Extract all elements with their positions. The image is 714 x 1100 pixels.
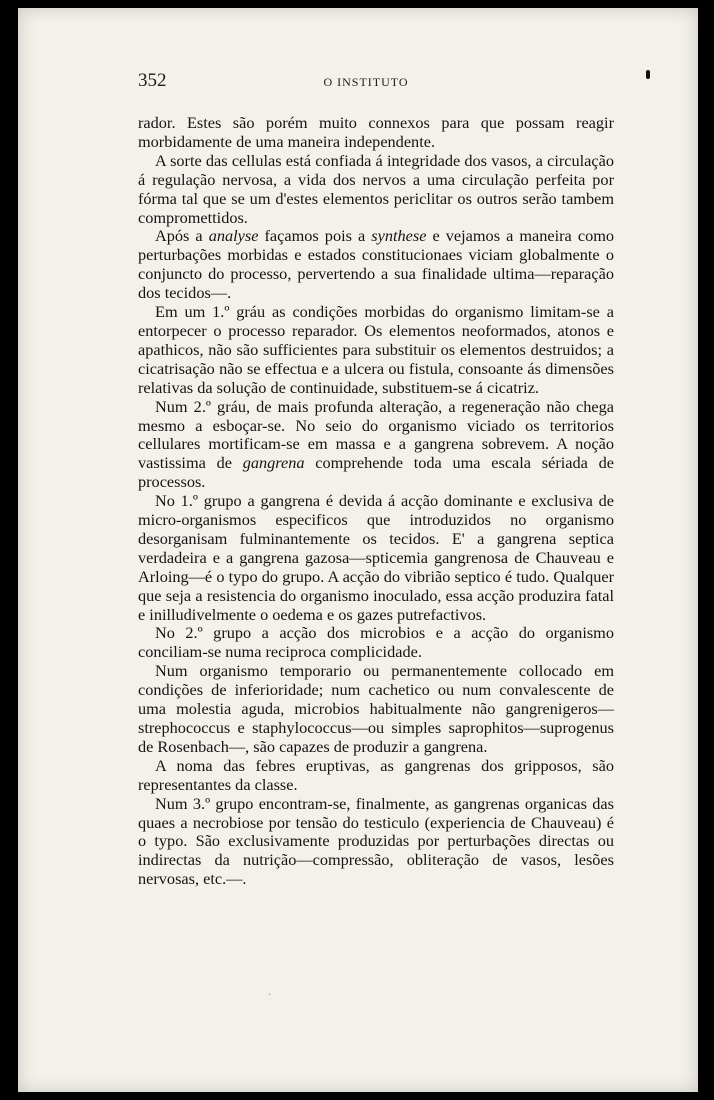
ink-mark <box>646 70 650 79</box>
running-title: O INSTITUTO <box>323 75 409 89</box>
paragraph-9 <box>138 757 614 795</box>
text-run: Em um 1.º gráu as condições morbidas do organismo limitam-se a entorpecer o processo reparador. Os elementos neoformados, atonos e apathicos, não são sufficientes para substituir os elementos destruidos; a cicatrisação não se effectua e a ulcera ou fistula, consoante ás dimensões relativas da solução de continuidade, substituem-se á cicatriz. <box>138 302 614 397</box>
paper-speck: · <box>268 990 272 1001</box>
text-run: A noma das febres eruptivas, as gangrenas dos gripposos, são representantes da classe. <box>138 755 614 794</box>
body-text <box>138 114 614 889</box>
italic-term: synthese <box>371 226 427 246</box>
text-run: No 2.º grupo a acção dos microbios e a acção do organismo conciliam-se numa reciproca complicidade. <box>138 623 614 662</box>
text-run: A sorte das cellulas está confiada á integridade dos vasos, a circulação á regulação nervosa, a vida dos nervos a uma circulação perfeita por fórma tal que se um d'estes elementos periclitar os outros serão tambem compromettidos. <box>138 150 614 227</box>
page-header <box>138 70 594 96</box>
text-run: e vejamos a maneira como perturbações morbidas e estados constitucionaes viciam globalmente o conjuncto do processo, pervertendo a sua finalidade ultima—reparação dos tecidos—. <box>138 226 615 303</box>
text-run: Num organismo temporario ou permanentemente collocado em condições de inferioridade; num cachetico ou num convalescente de uma molestia aguda, microbios habitualmente não gangrenigeros—strephococcus e staphylococcus—ou simples saprophitos—suprogenus de Rosenbach—, são capazes de produzir a gangrena. <box>138 661 614 756</box>
page-number: 352 <box>138 70 167 91</box>
paragraph-1 <box>138 114 614 152</box>
paragraph-8 <box>138 662 614 757</box>
italic-term: analyse <box>208 226 259 246</box>
paragraph-3 <box>138 227 614 303</box>
text-run: rador. Estes são porém muito connexos para que possam reagir morbidamente de uma maneira independente. <box>138 113 614 151</box>
text-run: façamos pois a <box>258 226 372 246</box>
text-run: comprehende toda uma escala sériada de processos. <box>138 453 614 492</box>
paragraph-4 <box>138 303 614 398</box>
text-run: Num 3.º grupo encontram-se, finalmente, as gangrenas organicas das quaes a necrobiose por tensão do testiculo (experiencia de Chauveau) é o typo. São exclusivamente produzidas por perturbações directas ou indirectas da nutrição—compressão, obliteração de vasos, lesões nervosas, etc.—. <box>138 793 614 889</box>
paragraph-7 <box>138 624 614 662</box>
paragraph-5 <box>138 398 614 493</box>
text-run: Num 2.º gráu, de mais profunda alteração, a regeneração não chega mesmo a esboçar-se. No seio do organismo viciado os territorios cellulares mortificam-se em massa e a gangrena sobrevem. A noção vastissima de <box>138 396 614 473</box>
italic-term: gangrena <box>242 453 305 473</box>
text-run: No 1.º grupo a gangrena é devida á acção dominante e exclusiva de micro-organismos especificos que introduzidos no organismo desorganisam fulminantemente os tecidos. E' a gangrena septica verdadeira e a gangrena gazosa—spticemia gangrenosa de Chauveau e Arloing—é o typo do grupo. A acção do vibrião septico é tudo. Qualquer que seja a resistencia do organismo inoculado, essa acção produzira fatal e inilludivelmente o oedema e os gazes putrefactivos. <box>138 491 614 624</box>
paragraph-2 <box>138 152 614 228</box>
paragraph-6 <box>138 492 614 624</box>
text-run: Após a <box>155 226 209 246</box>
paragraph-10 <box>138 795 614 890</box>
